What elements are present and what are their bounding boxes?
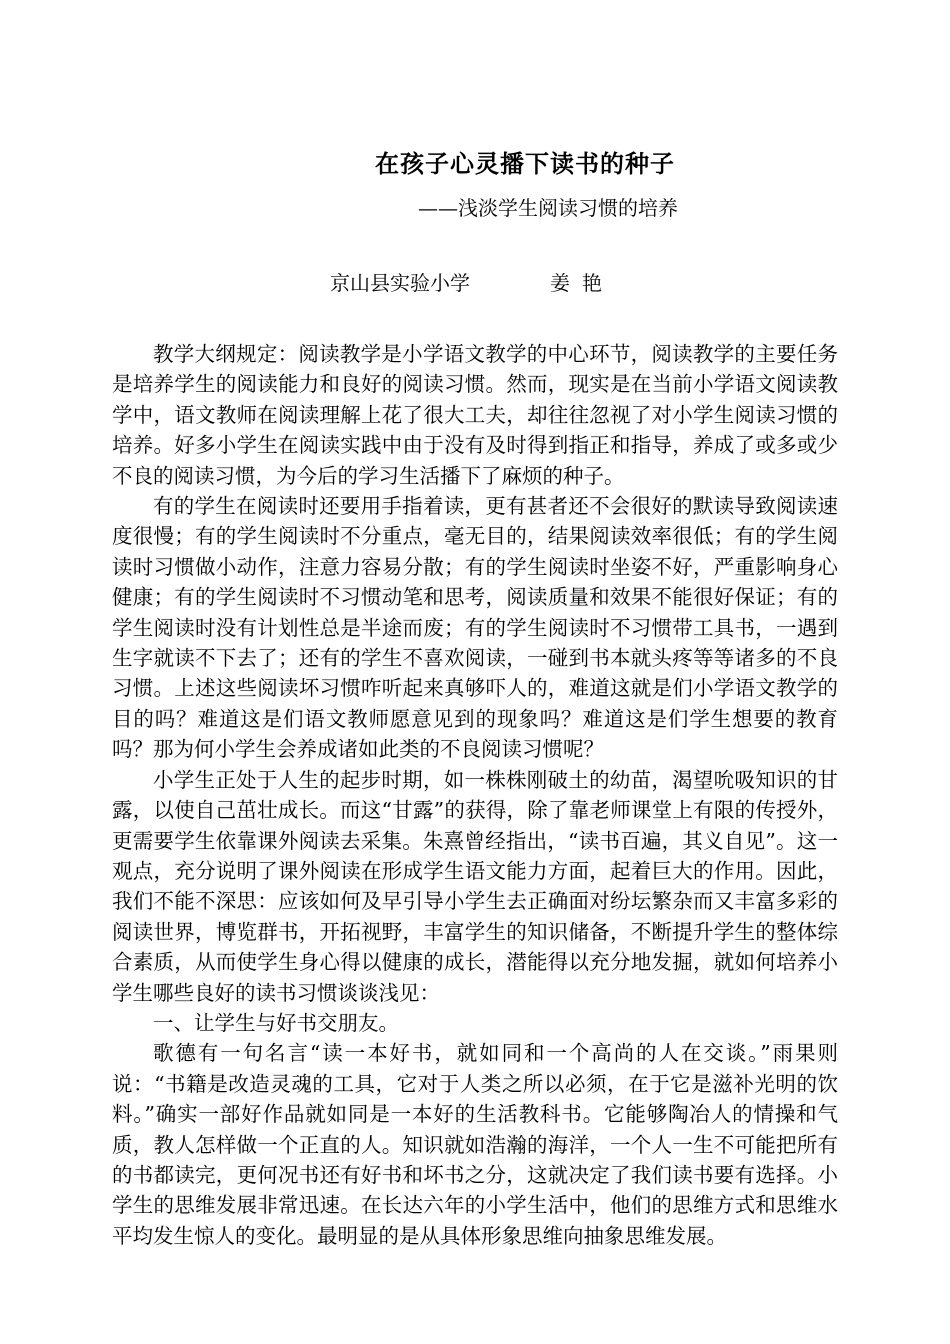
paragraph: 小学生正处于人生的起步时期，如一株株刚破土的幼苗，渴望吮吸知识的甘露，以使自己茁壮成长。而这“甘露”的获得，除了靠老师课堂上有限的传授外，更需要学生依靠课外阅读去采集。朱熹曾经指出，“读书百遍，其义自见”。这一观点，充分说明了课外阅读在形成学生语文能力方面，起着巨大的作用。因此，我们不能不深思：应该如何及早引导小学生去正确面对纷坛繁杂而又丰富多彩的阅读世界，博览群书，开拓视野，丰富学生的知识储备，不断提升学生的整体综合素质，从而使学生身心得以健康的成长，潜能得以充分地发掘，就如何培养小学生哪些良好的读书习惯谈谈浅见： — [112, 767, 838, 1005]
school-name: 京山县实验小学 — [330, 271, 470, 295]
paragraph: 有的学生在阅读时还要用手指着读，更有甚者还不会很好的默读导致阅读速度很慢；有的学生阅读时不分重点，毫无目的，结果阅读效率很低；有的学生阅读时习惯做小动作，注意力容易分散；有的学生阅读时坐姿不好，严重影响身心健康；有的学生阅读时不习惯动笔和思考，阅读质量和效果不能很好保证；有的学生阅读时没有计划性总是半途而废；有的学生阅读时不习惯带工具书，一遇到生字就读不下去了；还有的学生不喜欢阅读，一碰到书本就头疼等等诸多的不良习惯。上述这些阅读坏习惯咋听起来真够吓人的，难道这就是们小学语文教学的目的吗？难道这是们语文教师愿意见到的现象吗？难道这是们学生想要的教育吗？那为何小学生会养成诸如此类的不良阅读习惯呢？ — [112, 494, 838, 762]
document-title: 在孩子心灵播下读书的种子 — [375, 150, 675, 178]
author-line — [330, 269, 614, 297]
paragraph: 歌德有一句名言“读一本好书，就如同和一个高尚的人在交谈。”雨果则说：“书籍是改造灵魂的工具，它对于人类之所以必须，在于它是滋补光明的饮料。”确实一部好作品就如同是一本好的生活教科书。它能够陶冶人的情操和气质，教人怎样做一个正直的人。知识就如浩瀚的海洋，一个人一生不可能把所有的书都读完，更何况书还有好书和坏书之分，这就决定了我们读书要有选择。小学生的思维发展非常迅速。在长达六年的小学生活中，他们的思维方式和思维水平均发生惊人的变化。最明显的是从具体形象思维向抽象思维发展。 — [112, 1041, 838, 1248]
section-heading: 一、让学生与好书交朋友。 — [153, 1010, 399, 1035]
document-body — [112, 339, 838, 1251]
paragraph: 教学大纲规定：阅读教学是小学语文教学的中心环节，阅读教学的主要任务是培养学生的阅读能力和良好的阅读习惯。然而，现实是在当前小学语文阅读教学中，语文教师在阅读理解上花了很大工夫，却往往忽视了对小学生阅读习惯的培养。好多小学生在阅读实践中由于没有及时得到指正和指导，养成了或多或少不良的阅读习惯，为今后的学习生活播下了麻烦的种子。 — [112, 342, 838, 488]
author-name: 姜艳 — [550, 271, 614, 295]
document-subtitle: ——浅淡学生阅读习惯的培养 — [418, 196, 678, 220]
